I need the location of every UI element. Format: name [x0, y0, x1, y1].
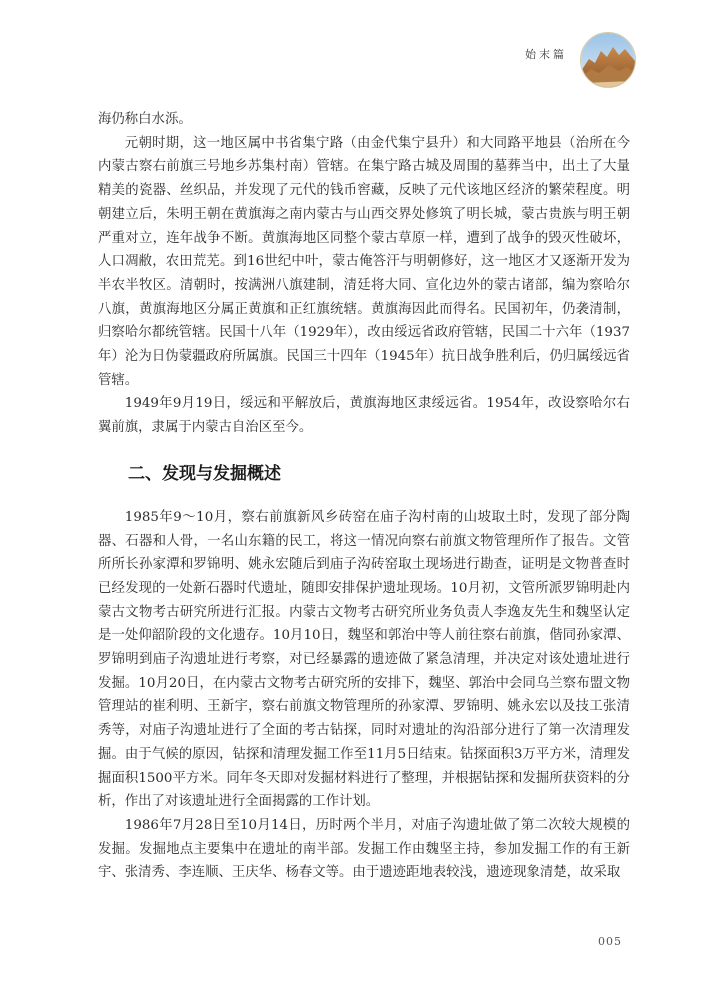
section-heading: 二、发现与发掘概述 — [128, 463, 281, 484]
main-content — [98, 108, 630, 885]
paragraph-1949: 1949年9月19日，绥远和平解放后，黄旗海地区隶绥远省。1954年，改设察哈尔右翼前旗，隶属于内蒙古自治区至今。 — [98, 396, 630, 436]
paragraph-yuan-ming-qing: 元朝时期，这一地区属中书省集宁路（由金代集宁县升）和大同路平地县（治所在今内蒙古察右前旗三号地乡苏集村南）管辖。在集宁路古城及周围的墓葬当中，出土了大量精美的瓷器、丝织品，并发现了元代的钱币窖藏，反映了元代该地区经济的繁荣程度。明朝建立后，朱明王朝在黄旗海之南内蒙古与山西交界处修筑了明长城，蒙古贵族与明王朝严重对立，连年战争不断。黄旗海地区同整个蒙古草原一样，遭到了战争的毁灭性破坏，人口凋敝，农田荒芜。到16世纪中叶，蒙古俺答汗与明朝修好，这一地区才又逐渐开发为半农半牧区。清朝时，按满洲八旗建制，清廷将大同、宣化边外的蒙古诸部，编为察哈尔八旗，黄旗海地区分属正黄旗和正红旗统辖。黄旗海因此而得名。民国初年，仍袭清制，归察哈尔都统管辖。民国十八年（1929年），改由绥远省政府管辖，民国二十六年（1937年）沦为日伪蒙疆政府所属旗。民国三十四年（1945年）抗日战争胜利后，仍归属绥远省管辖。 — [98, 135, 630, 388]
paragraph-1986-excavation: 1986年7月28日至10月14日，历时两个半月，对庙子沟遗址做了第二次较大规模的发掘。发掘地点主要集中在遗址的南半部。发掘工作由魏坚主持，参加发掘工作的有王新宇、张清秀、李连顺、王庆华、杨春文等。由于遗迹距地表较浅，遗迹现象清楚，故采取 — [98, 817, 630, 881]
section-label: 始末篇 — [525, 48, 567, 61]
landscape-photo-icon — [580, 32, 636, 88]
paragraph-1985-discovery: 1985年9～10月，察右前旗新风乡砖窑在庙子沟村南的山坡取土时，发现了部分陶器、石器和人骨，一名山东籍的民工，将这一情况向察右前旗文物管理所作了报告。文管所所长孙家潭和罗锦明、姚永宏随后到庙子沟砖窑取土现场进行勘查，证明是文物普查时已经发现的一处新石器时代遗址，随即安排保护遗址现场。10月初，文管所派罗锦明赴内蒙古文物考古研究所进行汇报。内蒙古文物考古研究所业务负责人李逸友先生和魏坚认定是一处仰韶阶段的文化遗存。10月10日，魏坚和郭治中等人前往察右前旗，偕同孙家潭、罗锦明到庙子沟遗址进行考察，对已经暴露的遗迹做了紧急清理，并决定对该处遗址进行发掘。10月20日，在内蒙古文物考古研究所的安排下，魏坚、郭治中会同乌兰察布盟文物管理站的崔利明、王新宇，察右前旗文物管理所的孙家潭、罗锦明、姚永宏以及技工张清秀等，对庙子沟遗址进行了全面的考古钻探，同时对遗址的沟沿部分进行了第一次清理发掘。由于气候的原因，钻探和清理发掘工作至11月5日结束。钻探面积3万平方米，清理发掘面积1500平方米。同年冬天即对发掘材料进行了整理，并根据钻探和发掘所获资料的分析，作出了对该遗址进行全面揭露的工作计划。 — [98, 509, 630, 810]
page-number: 005 — [598, 935, 622, 948]
paragraph-continuation: 海仍称白水泺。 — [98, 112, 192, 127]
